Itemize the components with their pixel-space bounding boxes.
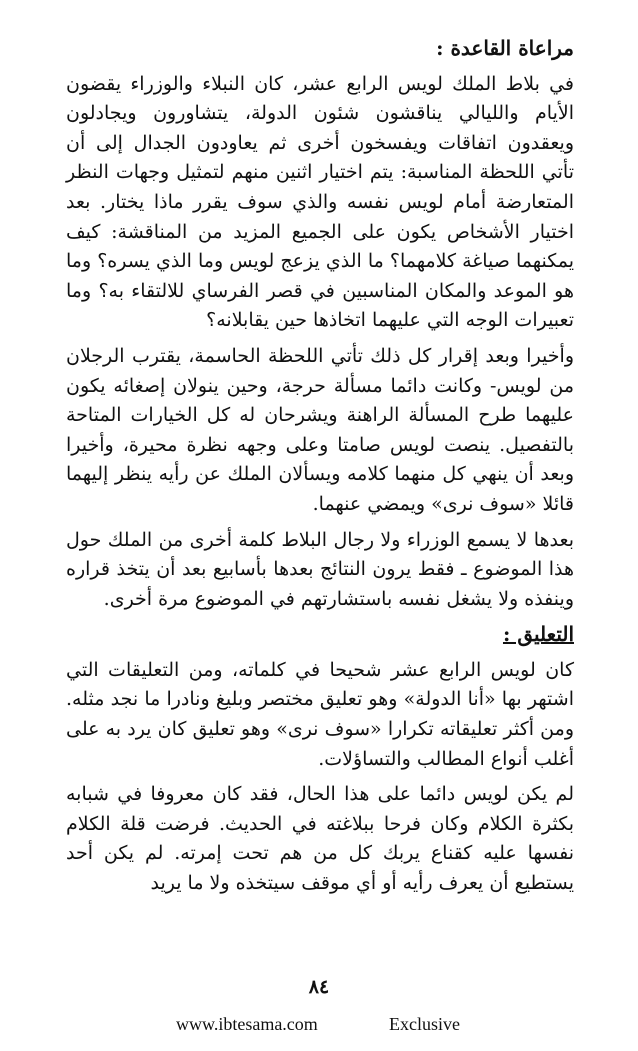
paragraph-1: في بلاط الملك لويس الرابع عشر، كان النبلاء والوزراء يقضون الأيام والليالي يناقشون شئون الدولة، يتشاورون ويجادلون ويعقدون اتفاقات ويفسخون أخرى ثم يعاودون الجدال إلى أن تأتي اللحظة المناسبة: يتم اختيار اثنين منهم لتمثيل وجهات النظر المتعارضة أمام لويس نفسه والذي سوف يقرر ماذا يختار. بعد اختيار الأشخاص يكون على الجميع المزيد من المناقشة: كيف يمكنهما صياغة كلامهما؟ ما الذي يزعج لويس وما الذي يسره؟ وما هو الموعد والمكان المناسبين في قصر الفرساي للالتقاء به؟ وما تعبيرات الوجه التي عليهما اتخاذها حين يقابلانه؟	[66, 72, 574, 332]
page-content	[66, 30, 574, 905]
paragraph-4: كان لويس الرابع عشر شحيحا في كلماته، ومن التعليقات التي اشتهر بها «أنا الدولة» وهو تعليق مختصر وبليغ ونادرا ما نجد مثله. ومن أكثر تعليقاته تكرارا «سوف نرى» وهو تعليق كان يرد به على أغلب أنواع المطالب والتساؤلات.	[66, 658, 574, 770]
paragraph-2: وأخيرا وبعد إقرار كل ذلك تأتي اللحظة الحاسمة، يقترب الرجلان من لويس- وكانت دائما مسألة حرجة، وحين ينولان إصغائه يكون عليهما طرح المسألة الراهنة ويشرحان له كل الخيارات المتاحة بالتفصيل. ينصت لويس صامتا وعلى وجهه نظرة محيرة، وأخيرا وبعد أن ينهي كل منهما كلامه ويسألان الملك عن رأيه ينظر إليهما قائلا «سوف نرى» ويمضي عنهما.	[66, 344, 574, 515]
section-heading-commentary: التعليق :	[502, 622, 574, 647]
footer-tag: Exclusive	[389, 1014, 460, 1034]
paragraph-3: بعدها لا يسمع الوزراء ولا رجال البلاط كلمة أخرى من الملك حول هذا الموضوع ـ فقط يرون النتائج بعدها بأسابيع بعد أن يتخذ قراره وينفذه ولا يشغل نفسه باستشارتهم في الموضوع مرة أخرى.	[66, 528, 574, 610]
section-heading-rule: مراعاة القاعدة :	[436, 36, 574, 60]
footer-website: www.ibtesama.com	[176, 1014, 318, 1034]
paragraph-5: لم يكن لويس دائما على هذا الحال، فقد كان معروفا في شبابه بكثرة الكلام وكان فرحا ببلاغته في الحديث. فرضت قلة الكلام نفسها عليه كقناع يربك كل من هم تحت إمرته. لم يكن أحد يستطيع أن يعرف رأيه أو أي موقف سيتخذه ولا ما يريد	[66, 783, 574, 895]
page-number: ٨٤	[308, 976, 330, 998]
page-footer	[0, 1014, 638, 1044]
